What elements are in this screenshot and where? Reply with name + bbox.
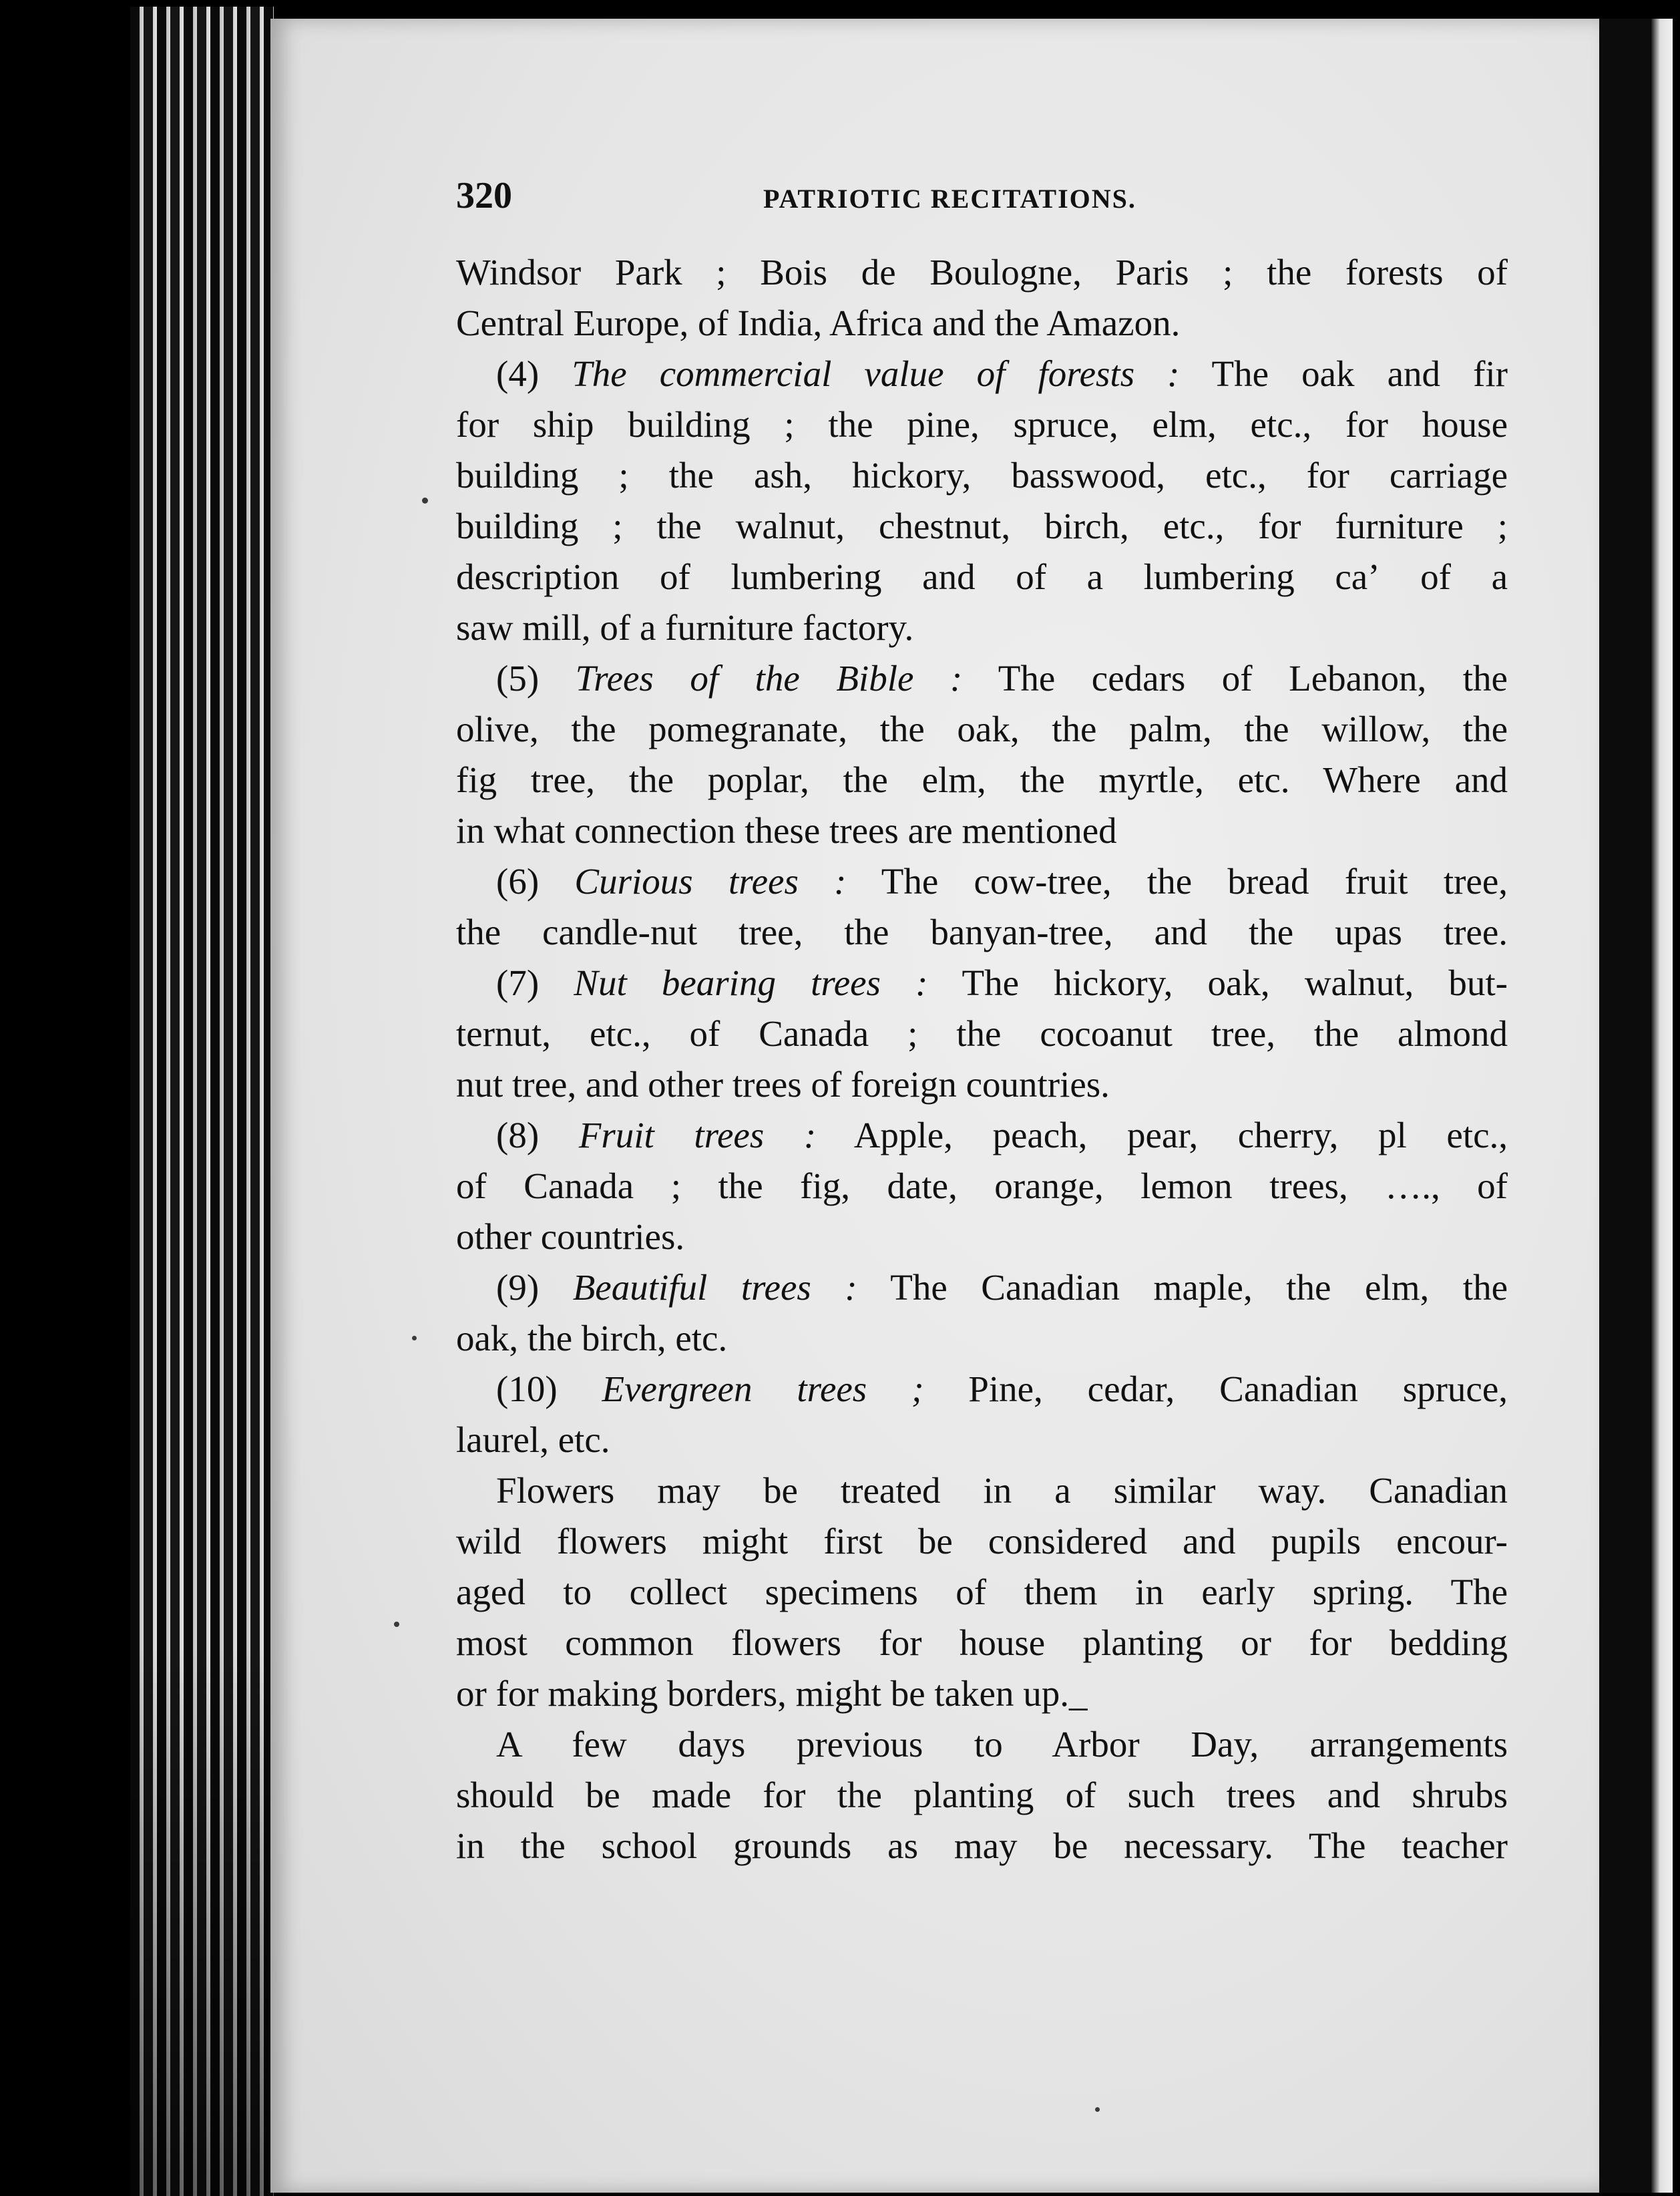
text-line: Central Europe, of India, Africa and the Amazon.: [456, 303, 1181, 343]
text-line: most common flowers for house planting or for bedding: [456, 1622, 1508, 1663]
text-line: laurel, etc.: [456, 1419, 610, 1460]
page-header: [456, 170, 1508, 234]
text-line: (9) Beautiful trees : The Canadian maple, the elm, the: [496, 1267, 1508, 1308]
text-line: for ship building ; the pine, spruce, elm, etc., for house: [456, 404, 1508, 445]
text-line: building ; the ash, hickory, basswood, etc., for carriage: [456, 455, 1508, 496]
text-line: in what connection these trees are mentioned: [456, 810, 1117, 851]
text-line: Windsor Park ; Bois de Boulogne, Paris ; the forests of: [456, 252, 1508, 293]
next-page-edge: [1599, 19, 1673, 2193]
text-line: (4) The commercial value of forests : The oak and fir: [496, 353, 1508, 394]
text-line: or for making borders, might be taken up._: [456, 1673, 1088, 1714]
section-heading: Nut bearing trees :: [574, 962, 928, 1003]
text-line: of Canada ; the fig, date, orange, lemon trees, …., of: [456, 1165, 1508, 1206]
section-heading: Fruit trees :: [578, 1115, 817, 1155]
section-heading: The commercial value of forests :: [572, 353, 1180, 394]
text-line: A few days previous to Arbor Day, arrangements: [496, 1724, 1508, 1765]
scan-speck: [1095, 2107, 1100, 2112]
scan-speck: [422, 498, 428, 504]
text-line: (10) Evergreen trees ; Pine, cedar, Canadian spruce,: [496, 1368, 1508, 1409]
text-line: fig tree, the poplar, the elm, the myrtle, etc. Where and: [456, 759, 1508, 800]
text-line: the candle-nut tree, the banyan-tree, and the upas tree.: [456, 912, 1508, 952]
page-number: 320: [456, 175, 512, 216]
section-heading: Curious trees :: [574, 861, 847, 902]
text-line: wild flowers might first be considered and pupils encour-: [456, 1521, 1508, 1562]
section-heading: Trees of the Bible :: [575, 658, 963, 699]
text-line: (5) Trees of the Bible : The cedars of Lebanon, the: [496, 658, 1508, 699]
text-line: oak, the birch, etc.: [456, 1318, 728, 1358]
text-line: olive, the pomegranate, the oak, the palm, the willow, the: [456, 709, 1508, 749]
running-head: PATRIOTIC RECITATIONS.: [763, 184, 1136, 214]
book-page-edges: [130, 7, 274, 2196]
text-line: description of lumbering and of a lumbering caʼ of a: [456, 556, 1508, 597]
text-line: Flowers may be treated in a similar way. Canadian: [496, 1470, 1508, 1511]
page-text: [456, 170, 1508, 1871]
section-heading: Evergreen trees ;: [602, 1368, 924, 1409]
text-line: building ; the walnut, chestnut, birch, etc., for furniture ;: [456, 506, 1508, 546]
text-line: (8) Fruit trees : Apple, peach, pear, cherry, pl etc.,: [496, 1115, 1508, 1155]
text-line: saw mill, of a furniture factory.: [456, 607, 914, 648]
scan-speck: [394, 1622, 399, 1627]
scan-speck: [412, 1336, 417, 1340]
text-line: should be made for the planting of such trees and shrubs: [456, 1775, 1508, 1815]
section-heading: Beautiful trees :: [572, 1267, 857, 1308]
text-line: in the school grounds as may be necessary. The teacher: [456, 1825, 1508, 1866]
text-line: ternut, etc., of Canada ; the cocoanut tree, the almond: [456, 1013, 1508, 1054]
text-line: (7) Nut bearing trees : The hickory, oak, walnut, but-: [496, 962, 1508, 1003]
text-line: aged to collect specimens of them in early spring. The: [456, 1572, 1508, 1612]
text-line: nut tree, and other trees of foreign countries.: [456, 1064, 1110, 1105]
text-line: (6) Curious trees : The cow-tree, the bread fruit tree,: [496, 861, 1508, 902]
text-line: other countries.: [456, 1216, 685, 1257]
